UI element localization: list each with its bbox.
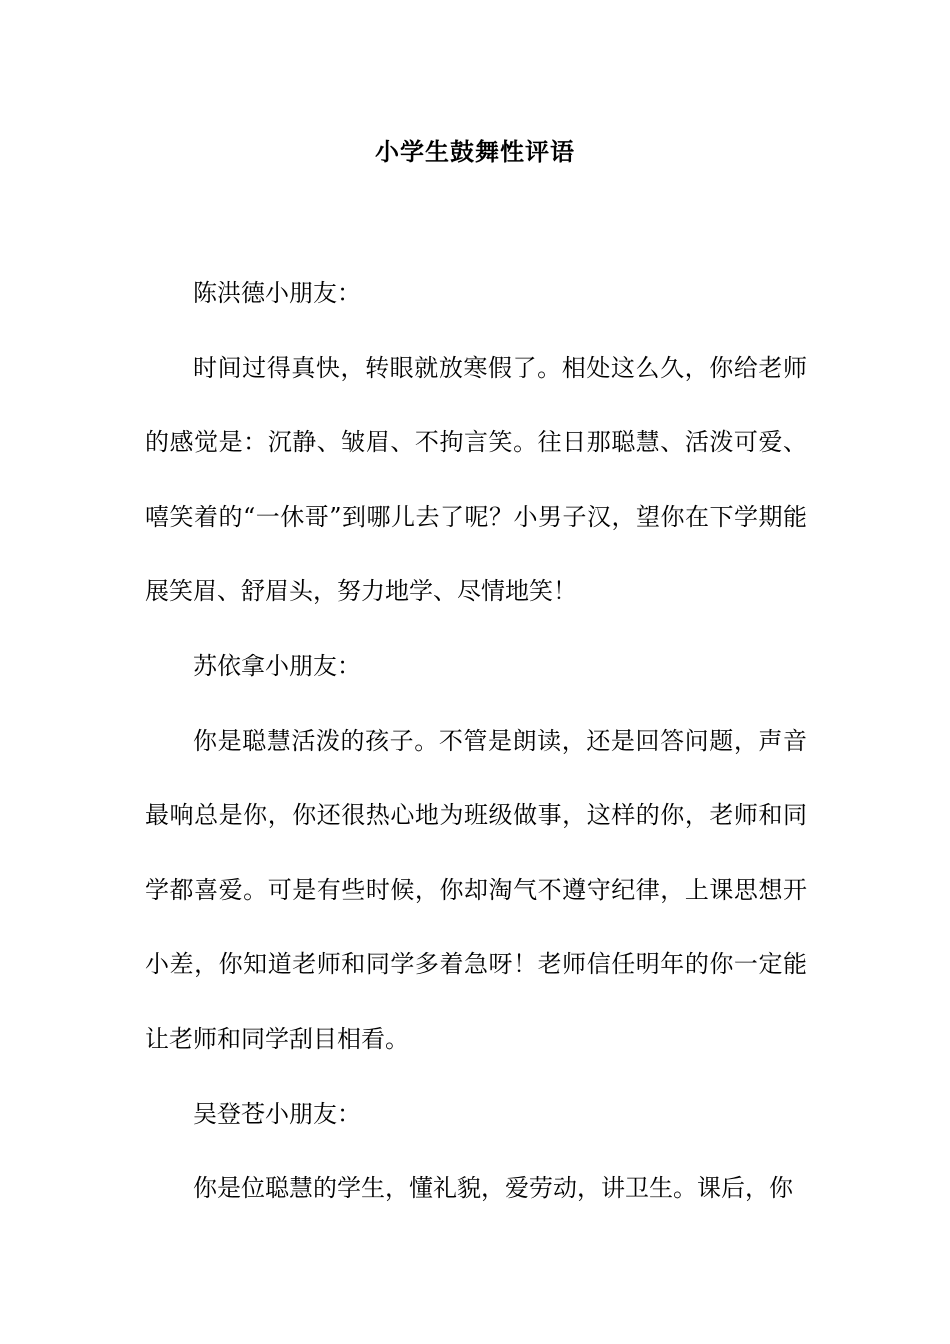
document-body: [145, 256, 807, 1226]
document-title: 小学生鼓舞性评语: [375, 137, 575, 166]
salutation-wu-dengcang: 吴登苍小朋友：: [193, 1099, 361, 1128]
comment-su-yina: 你是聪慧活泼的孩子。不管是朗读，还是回答问题，声音最响总是你，你还很热心地为班级做事，这样的你，老师和同学都喜爱。可是有些时候，你却淘气不遵守纪律，上课思想开小差，你知道老师和同学多着急呀！老师信任明年的你一定能让老师和同学刮目相看。: [145, 726, 807, 1053]
comment-wu-dengcang: 你是位聪慧的学生，懂礼貌，爱劳动，讲卫生。课后，你: [193, 1174, 793, 1203]
salutation-su-yina: 苏依拿小朋友：: [193, 651, 361, 680]
salutation-chen-hongde: 陈洪德小朋友：: [193, 279, 361, 307]
comment-chen-hongde: 时间过得真快，转眼就放寒假了。相处这么久，你给老师的感觉是：沉静、皱眉、不拘言笑。往日那聪慧、活泼可爱、嘻笑着的“一休哥”到哪儿去了呢？小男子汉，望你在下学期能展笑眉、舒眉头，努力地学、尽情地笑！: [145, 353, 807, 606]
